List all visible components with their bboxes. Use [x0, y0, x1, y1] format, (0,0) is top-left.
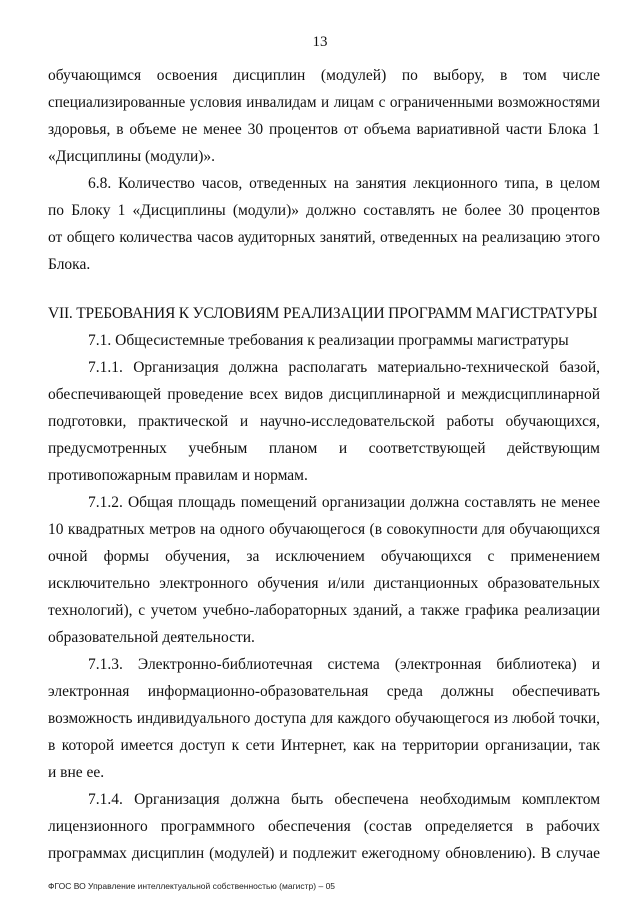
text-line: 7.1.4. Организация должна быть обеспечена необходимым комплектом	[88, 791, 600, 808]
text-line: 10 квадратных метров на одного обучающегося (в совокупности для обучающихся	[48, 521, 600, 538]
text-line: программах дисциплин (модулей) и подлежит ежегодному обновлению). В случае	[48, 845, 600, 862]
text-line: предусмотренных учебным планом и соответствующей действующим	[48, 440, 600, 457]
text-line: по Блоку 1 «Дисциплины (модули)» должно составлять не более 30 процентов	[48, 202, 600, 219]
text-line: специализированные условия инвалидам и лицам с ограниченными возможностями	[48, 94, 600, 111]
text-line: и вне ее.	[48, 764, 105, 781]
text-line: технологий), с учетом учебно-лабораторных зданий, а также графика реализации	[48, 602, 600, 619]
text-line: лицензионного программного обеспечения (состав определяется в рабочих	[48, 818, 600, 835]
text-line: подготовки, практической и научно-исследовательской работы обучающихся,	[48, 413, 600, 430]
text-line: 7.1.3. Электронно-библиотечная система (электронная библиотека) и	[88, 656, 600, 673]
text-line: обучающимся освоения дисциплин (модулей) по выбору, в том числе	[48, 67, 600, 84]
text-line: возможность индивидуального доступа для каждого обучающегося из любой точки,	[48, 710, 600, 727]
text-line: очной формы обучения, за исключением обучающихся с применением	[48, 548, 600, 565]
section-heading: VII. ТРЕБОВАНИЯ К УСЛОВИЯМ РЕАЛИЗАЦИИ ПРОГРАММ МАГИСТРАТУРЫ	[48, 305, 598, 322]
page-content	[48, 62, 600, 867]
text-line: 7.1.1. Организация должна располагать материально-технической базой,	[88, 359, 600, 376]
text-line: исключительно электронного обучения и/или дистанционных образовательных	[48, 575, 600, 592]
paragraph-7-1-3	[48, 651, 600, 786]
text-line: в которой имеется доступ к сети Интернет, как на территории организации, так	[48, 737, 600, 754]
text-line: от общего количества часов аудиторных занятий, отведенных на реализацию этого	[48, 229, 600, 246]
text-line: 7.1.2. Общая площадь помещений организации должна составлять не менее	[88, 494, 600, 511]
paragraph-7-1-2	[48, 489, 600, 651]
section-subheading: 7.1. Общесистемные требования к реализации программы магистратуры	[88, 332, 569, 349]
text-line: электронная информационно-образовательная среда должны обеспечивать	[48, 683, 600, 700]
page-number: 13	[312, 34, 328, 50]
paragraph-7-1-1	[48, 354, 600, 489]
text-line: противопожарным правилам и нормам.	[48, 467, 308, 484]
text-line: «Дисциплины (модули)».	[48, 148, 216, 165]
paragraph-7-1-4	[48, 786, 600, 867]
text-line: здоровья, в объеме не менее 30 процентов от объема вариативной части Блока 1	[48, 121, 600, 138]
text-line: Блока.	[48, 256, 91, 273]
paragraph-continuation	[48, 62, 600, 170]
paragraph-6-8	[48, 170, 600, 278]
text-line: обеспечивающей проведение всех видов дисциплинарной и междисциплинарной	[48, 386, 600, 403]
text-line: 6.8. Количество часов, отведенных на занятия лекционного типа, в целом	[88, 175, 600, 192]
text-line: образовательной деятельности.	[48, 629, 255, 646]
page-footer: ФГОС ВО Управление интеллектуальной собственностью (магистр) – 05	[48, 881, 336, 891]
